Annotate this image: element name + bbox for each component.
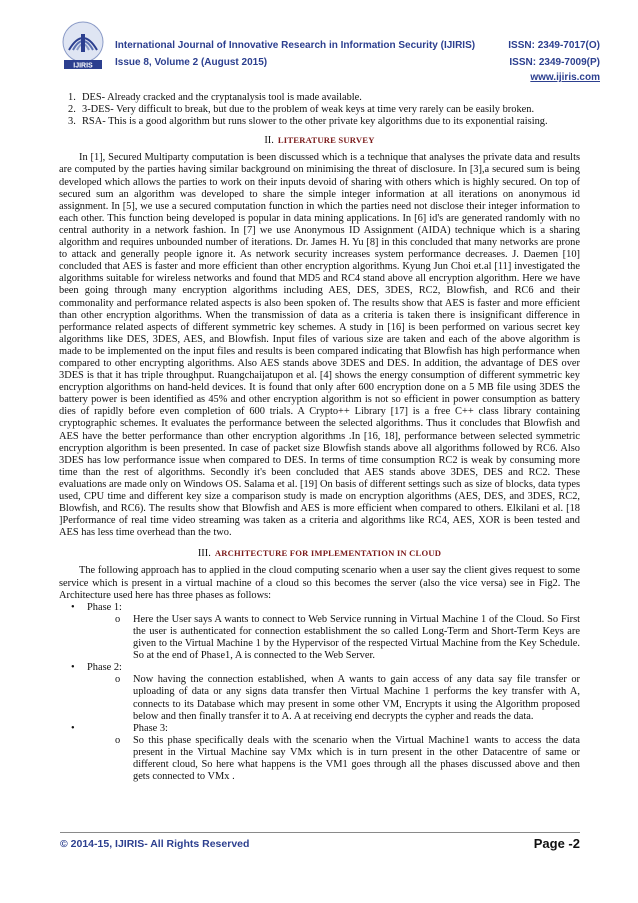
section-number: III. (197, 548, 211, 560)
list-item-text: RSA- This is a good algorithm but runs slower to the other private key algorithms due to its exponential raising. (82, 116, 548, 128)
list-item (59, 116, 580, 128)
bullet-icon: • (71, 662, 75, 674)
section-number: II. (264, 135, 274, 147)
footer-divider (60, 832, 580, 833)
list-item-number: 1. (68, 92, 76, 103)
journal-logo-emblem (60, 20, 106, 70)
phase-1-label: • Phase 1: (71, 601, 122, 613)
list-item-number: 3. (68, 116, 76, 128)
phase-2-label: • Phase 2: (71, 662, 122, 674)
circle-bullet-icon: o (115, 674, 121, 686)
journal-title: International Journal of Innovative Research in Information Security (IJIRIS) (115, 40, 476, 51)
footer-copyright: © 2014-15, IJIRIS- All Rights Reserved (60, 838, 250, 850)
journal-header (60, 20, 600, 92)
bullet-icon: • (71, 722, 75, 734)
circle-bullet-icon: o (115, 734, 121, 746)
phase-1-text: o Here the User says A wants to connect to Web Service running in Virtual Machine 1 of the Cloud. So First the user is authenticated for connection establishment the so called Long-Term and Short-Term Keys are given to the Virtual Machine 1 by the Hypervisor of the respected Virtual Machine from the Key Schedule. So at the end of Phase1, A is connected to the Web Server. (115, 613, 580, 662)
page-content (59, 92, 580, 783)
intro-list (59, 92, 580, 128)
literature-survey-paragraph: In [1], Secured Multiparty computation is been discussed which is a technique that analyses the private data and results are computed by the parties having similar background on minimising the threat of disclosure. In [3],a secured sum is being developed which allows the parties to work on their inputs devoid of sharing with others which is highly secured. On top of secured sum an algorithm was developed to share the simple integer information at all iterations on anonymous id assignment. In [5], we use a secured computation function in which the parties need not disclose their integer information to each other. This function being developed is popular in data mining applications. In [6] id's are generated randomly with no central authority in a network fashion. In [7] we use Anonymous ID Assignment (AIDA) technique which is a sharing algorithm and requires unbounded number of iterations. Dr. James H. Yu [8] in this concluded that many networks are prone to attack and generally people ignore it. As network security increases system performance decreases. J. Daemen [10] concluded that AES is faster and more efficient than other encryption algorithms. Kyung Jun Choi et.al [11] investigated the algorithms suitable for wireless networks and found that MD5 and RC4 stand above all encryption algorithm. Here we have been going through many encryption algorithms including AES, DES, 3DES, RC2, Blowfish, and RC6 and their commonality and performance related aspects is also been spoken of. The results show that AES is faster and more efficient than other encryption algorithms. When the transmission of data as a criteria is taken there is insignificant difference in performance related aspects of different symmetric key schemes. A study in [16] is been performed on various secret key algorithms like DES, 3DES, AES, and Blowfish. Input files of various size are taken and each of the above algorithm is made to be implemented on the input files and results is been compared indicating that Blowfish has high performance when compared to other encrypting algorithms. Also AES stands above 3DES and DES. In addition, the advantage of DES over 3DES is that it has triple throughput. Ruangchaijatupon et al. [4] shows the energy consumption of different symmetric key encryption algorithms on hand-held devices. It is found that only after 600 encryption done on a 5 MB file using 3DES the battery power is been identified as 45% and other encryption algorithm is not so efficient in power consumption as battery dies of rapidly before even completion of 600 trials. A Crypto++ Library [17] is a free C++ class library containing cryptographic schemes. It evaluates the performance between the selected algorithms. Thus it concludes that Blowfish and AES have the better performance than other encryption algorithms .In [16, 18], performance between selected symmetric encryption algorithm is been presented. In case of packet size Blowfish stands above all algorithms followed by RC6. Also 3DES has low performance issue when compared to DES. In terms of time consumption RC2 is weak by consuming more time than the rest of algorithms. Secondly it's been concluded that AES stands above 3DES, DES and RC2. These evaluations are made only on Windows OS. Salama et al. [19] On basis of different settings such as size of blocks, data types used, CPU time and different key size a comparison study is made on encryption algorithms (AES, DES, and 3DES, RC2, Blowfish, and RC6). The results show that Blowfish and AES is more efficient when compared to others. Elkilani et al. [18 ]Performance of real time video streaming was taken as a criteria and algorithms like RC4, AES, XOR is been tested and AES has less time overhead than the two. (59, 152, 580, 539)
circle-bullet-icon: o (115, 613, 121, 625)
page-number: Page -2 (533, 836, 580, 851)
phase-3-text: o So this phase specifically deals with the scenario when the Virtual Machine1 wants to access the data present in the Virtual Machine say VMx which is in turn present in the other Datacentre of same or different cloud, So here what happens is the VM1 goes through all the phases discussed above and then gets connected to VMx . (115, 734, 580, 783)
section-title: ARCHITECTURE FOR IMPLEMENTATION IN CLOUD (214, 548, 442, 559)
list-item-text: 3-DES- Very difficult to break, but due to the problem of weak keys at time very rarely can be easily broken. (82, 104, 535, 116)
phase-2-text: o Now having the connection established, when A wants to gain access of any data say file transfer or uploading of data or any signs data transfer then Virtual Machine 1 performs the key transfer with A, connects to its Database which may present in some other VM, Encrypts it using the Algorithm proposed below and then finally transfer it to A. A at receiving end decrypts the cypher and reads the data. (115, 674, 580, 722)
section-title: LITERATURE SURVEY (277, 135, 375, 146)
list-item (59, 92, 580, 104)
journal-issue: Issue 8, Volume 2 (August 2015) (115, 57, 268, 68)
architecture-intro-paragraph: The following approach has to applied in the cloud computing scenario when a user say the client gives request to some service which is present in a virtual machine of a cloud so this becomes the server (also the vice versa) see in Fig2. The Architecture used here has three phases as follows: (59, 565, 580, 601)
section-heading-literature-survey (59, 134, 580, 147)
list-item-text: DES- Already cracked and the cryptanalysis tool is made available. (82, 92, 362, 103)
bullet-icon: • (71, 601, 75, 613)
journal-url-link[interactable]: www.ijiris.com (530, 72, 600, 83)
issn-online: ISSN: 2349-7017(O) (508, 40, 600, 51)
journal-logo (60, 20, 106, 70)
issn-print: ISSN: 2349-7009(P) (509, 57, 600, 68)
section-heading-architecture (59, 547, 580, 560)
list-item (59, 104, 580, 116)
phase-3-label: • Phase 3: (71, 722, 168, 734)
logo-text: IJIRIS (73, 62, 93, 70)
list-item-number: 2. (68, 104, 76, 116)
